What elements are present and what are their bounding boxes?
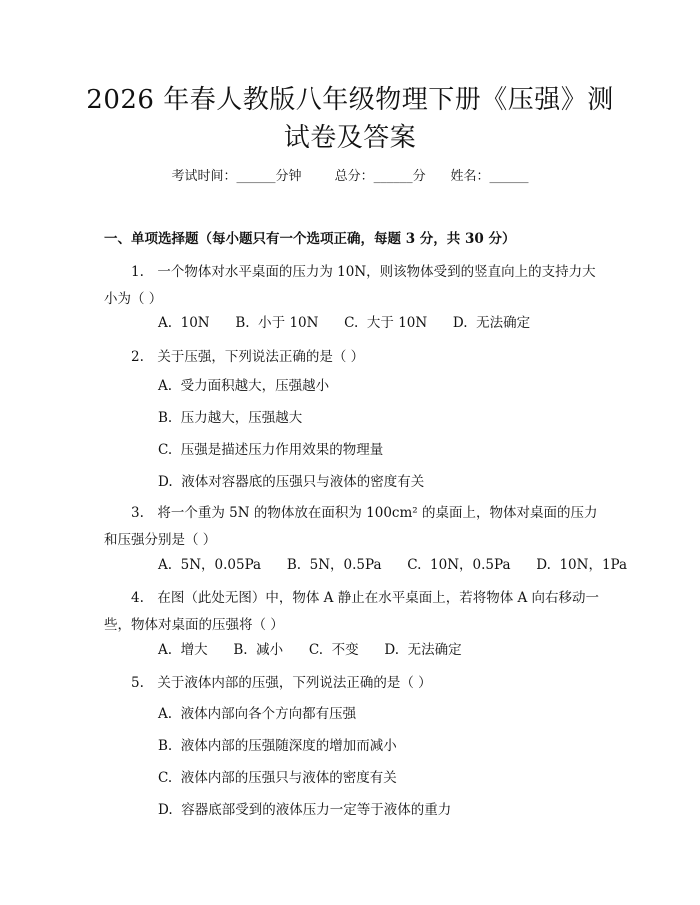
question-3-text: 3. 将一个重为 5N 的物体放在面积为 100cm² 的桌面上，物体对桌面的压力和压强分别是（ ） (104, 505, 598, 548)
question-4-options: A. 增大 B. 减小 C. 不变 D. 无法确定 (158, 642, 462, 658)
question-4-text: 4. 在图（此处无图）中，物体 A 静止在水平桌面上，若将物体 A 向右移动一些，物体对桌面的压强将（ ） (104, 590, 600, 633)
question-2-text: 2. 关于压强，下列说法正确的是（ ） (131, 349, 365, 365)
name-label: 姓名： (450, 169, 490, 184)
question-2-option-a: A. 受力面积越大，压强越小 (158, 378, 330, 394)
document-title-line-1: 2026 年春人教版八年级物理下册《压强》测 (86, 85, 614, 115)
question-3-options: A. 5N，0.05Pa B. 5N，0.5Pa C. 10N，0.5Pa D. 10N，1Pa (158, 557, 628, 573)
question-1-options: A. 10N B. 小于 10N C. 大于 10N D. 无法确定 (158, 315, 531, 331)
question-5-option-c: C. 液体内部的压强只与液体的密度有关 (158, 770, 397, 786)
question-2-option-b: B. 压力越大，压强越大 (158, 410, 303, 426)
question-5-text: 5. 关于液体内部的压强，下列说法正确的是（ ） (131, 675, 432, 691)
time-blank: ______ (236, 169, 276, 184)
score-blank: ______ (373, 169, 413, 184)
question-2-option-d: D. 液体对容器底的压强只与液体的密度有关 (158, 474, 425, 490)
section-heading: 一、单项选择题（每小题只有一个选项正确，每题 3 分，共 30 分） (104, 231, 516, 247)
question-2-option-c: C. 压强是描述压力作用效果的物理量 (158, 442, 384, 458)
exam-meta-line (0, 168, 700, 186)
question-5-option-a: A. 液体内部向各个方向都有压强 (158, 706, 357, 722)
question-1-text: 1. 一个物体对水平桌面的压力为 10N，则该物体受到的竖直向上的支持力大小为（ ） (104, 264, 596, 307)
document-title-line-2: 试卷及答案 (283, 123, 417, 153)
time-unit: 分钟 (275, 169, 302, 184)
time-label: 考试时间： (171, 169, 237, 184)
name-blank: ______ (489, 169, 529, 184)
score-unit: 分 (412, 169, 426, 184)
question-5-option-d: D. 容器底部受到的液体压力一定等于液体的重力 (158, 802, 452, 818)
score-label: 总分： (334, 169, 374, 184)
question-5-option-b: B. 液体内部的压强随深度的增加而减小 (158, 738, 397, 754)
